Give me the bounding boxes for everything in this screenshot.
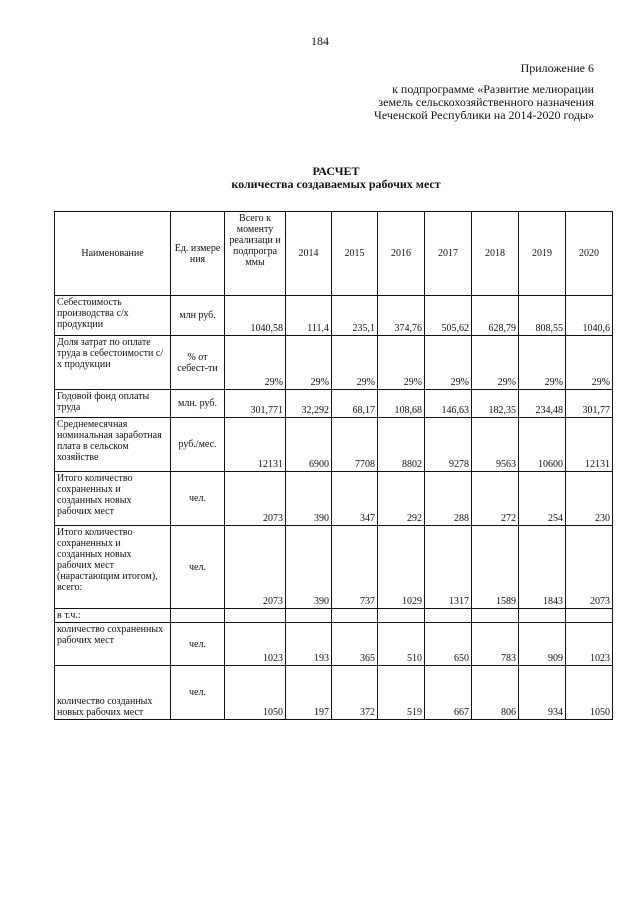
header-year: 2016 [378, 212, 425, 296]
row-value: 12131 [566, 418, 613, 472]
row-value: 272 [472, 472, 519, 526]
row-value: 510 [378, 623, 425, 666]
row-value: 7708 [332, 418, 378, 472]
appendix-block [374, 62, 594, 122]
row-value: 374,76 [378, 296, 425, 336]
empty-cell [332, 609, 378, 623]
empty-cell [472, 609, 519, 623]
row-total: 1023 [225, 623, 286, 666]
row-name: Среднемесячная номинальная заработная плата в сельском хозяйстве [55, 418, 171, 472]
row-value: 390 [286, 472, 332, 526]
row-value: 146,63 [425, 390, 472, 418]
row-value: 9563 [472, 418, 519, 472]
row-unit: млн. руб. [171, 390, 225, 418]
row-value: 301,77 [566, 390, 613, 418]
table-row [55, 336, 613, 390]
row-unit: млн руб. [171, 296, 225, 336]
empty-cell [425, 609, 472, 623]
row-total: 12131 [225, 418, 286, 472]
row-unit: чел. [171, 666, 225, 720]
row-total: 29% [225, 336, 286, 390]
table-row [55, 526, 613, 609]
page-number: 184 [311, 34, 329, 48]
row-value: 808,55 [519, 296, 566, 336]
row-value: 737 [332, 526, 378, 609]
table-row [55, 623, 613, 666]
empty-cell [566, 609, 613, 623]
row-value: 29% [472, 336, 519, 390]
including-row [55, 609, 613, 623]
row-unit: чел. [171, 526, 225, 609]
row-value: 390 [286, 526, 332, 609]
empty-cell [225, 609, 286, 623]
row-value: 909 [519, 623, 566, 666]
row-name: Годовой фонд оплаты труда [55, 390, 171, 418]
row-value: 1843 [519, 526, 566, 609]
header-unit: Ед. измере ния [171, 212, 225, 296]
row-value: 182,35 [472, 390, 519, 418]
table-row [55, 418, 613, 472]
table-row [55, 390, 613, 418]
header-year: 2018 [472, 212, 519, 296]
calculation-table [54, 211, 613, 720]
row-value: 9278 [425, 418, 472, 472]
row-value: 29% [425, 336, 472, 390]
header-year: 2014 [286, 212, 332, 296]
row-value: 365 [332, 623, 378, 666]
row-total: 2073 [225, 526, 286, 609]
row-value: 783 [472, 623, 519, 666]
appendix-line: земель сельскохозяйственного назначения [378, 95, 594, 109]
row-value: 519 [378, 666, 425, 720]
including-label: в т.ч.: [55, 609, 171, 623]
row-total: 2073 [225, 472, 286, 526]
row-total: 301,771 [225, 390, 286, 418]
document-heading [0, 165, 640, 191]
empty-cell [171, 609, 225, 623]
row-value: 234,48 [519, 390, 566, 418]
row-value: 1317 [425, 526, 472, 609]
row-value: 1040,6 [566, 296, 613, 336]
row-value: 193 [286, 623, 332, 666]
row-value: 806 [472, 666, 519, 720]
row-value: 235,1 [332, 296, 378, 336]
row-name: количество сохраненных рабочих мест [55, 623, 171, 666]
header-name: Наименование [55, 212, 171, 296]
row-value: 254 [519, 472, 566, 526]
row-value: 2073 [566, 526, 613, 609]
row-value: 1589 [472, 526, 519, 609]
header-total: Всего к моменту реализаци и подпрогра ммы [225, 212, 286, 296]
empty-cell [519, 609, 566, 623]
empty-cell [286, 609, 332, 623]
row-value: 32,292 [286, 390, 332, 418]
header-year: 2019 [519, 212, 566, 296]
row-value: 108,68 [378, 390, 425, 418]
row-value: 197 [286, 666, 332, 720]
appendix-title: Приложение 6 [520, 61, 594, 75]
empty-cell [378, 609, 425, 623]
row-value: 667 [425, 666, 472, 720]
header-year: 2017 [425, 212, 472, 296]
row-value: 292 [378, 472, 425, 526]
row-value: 6900 [286, 418, 332, 472]
row-value: 29% [378, 336, 425, 390]
table-row [55, 472, 613, 526]
table-row [55, 296, 613, 336]
row-unit: % от себест-ти [171, 336, 225, 390]
row-value: 111,4 [286, 296, 332, 336]
row-total: 1050 [225, 666, 286, 720]
header-year: 2020 [566, 212, 613, 296]
row-value: 372 [332, 666, 378, 720]
row-value: 29% [332, 336, 378, 390]
row-value: 347 [332, 472, 378, 526]
row-value: 10600 [519, 418, 566, 472]
row-name: Себестоимость производства с/х продукции [55, 296, 171, 336]
row-name: количество созданных новых рабочих мест [55, 666, 171, 720]
header-year: 2015 [332, 212, 378, 296]
row-value: 1029 [378, 526, 425, 609]
row-value: 628,79 [472, 296, 519, 336]
row-value: 288 [425, 472, 472, 526]
row-value: 29% [519, 336, 566, 390]
appendix-line: Чеченской Республики на 2014-2020 годы» [374, 108, 594, 122]
row-unit: чел. [171, 472, 225, 526]
table-row [55, 666, 613, 720]
row-value: 29% [286, 336, 332, 390]
row-unit: руб./мес. [171, 418, 225, 472]
row-value: 1023 [566, 623, 613, 666]
heading-title: РАСЧЕТ [312, 164, 360, 178]
row-name: Итого количество сохраненных и созданных новых рабочих мест (нарастающим итогом), всего: [55, 526, 171, 609]
row-value: 650 [425, 623, 472, 666]
row-value: 230 [566, 472, 613, 526]
row-value: 68,17 [332, 390, 378, 418]
appendix-line: к подпрограмме «Развитие мелиорации [392, 82, 594, 96]
row-value: 1050 [566, 666, 613, 720]
row-name: Доля затрат по оплате труда в себестоимости с/х продукции [55, 336, 171, 390]
row-value: 505,62 [425, 296, 472, 336]
row-value: 934 [519, 666, 566, 720]
heading-subtitle: количества создаваемых рабочих мест [231, 177, 441, 191]
row-value: 29% [566, 336, 613, 390]
header-row [55, 212, 613, 296]
row-name: Итого количество сохраненных и созданных новых рабочих мест [55, 472, 171, 526]
row-total: 1040,58 [225, 296, 286, 336]
row-value: 8802 [378, 418, 425, 472]
row-unit: чел. [171, 623, 225, 666]
